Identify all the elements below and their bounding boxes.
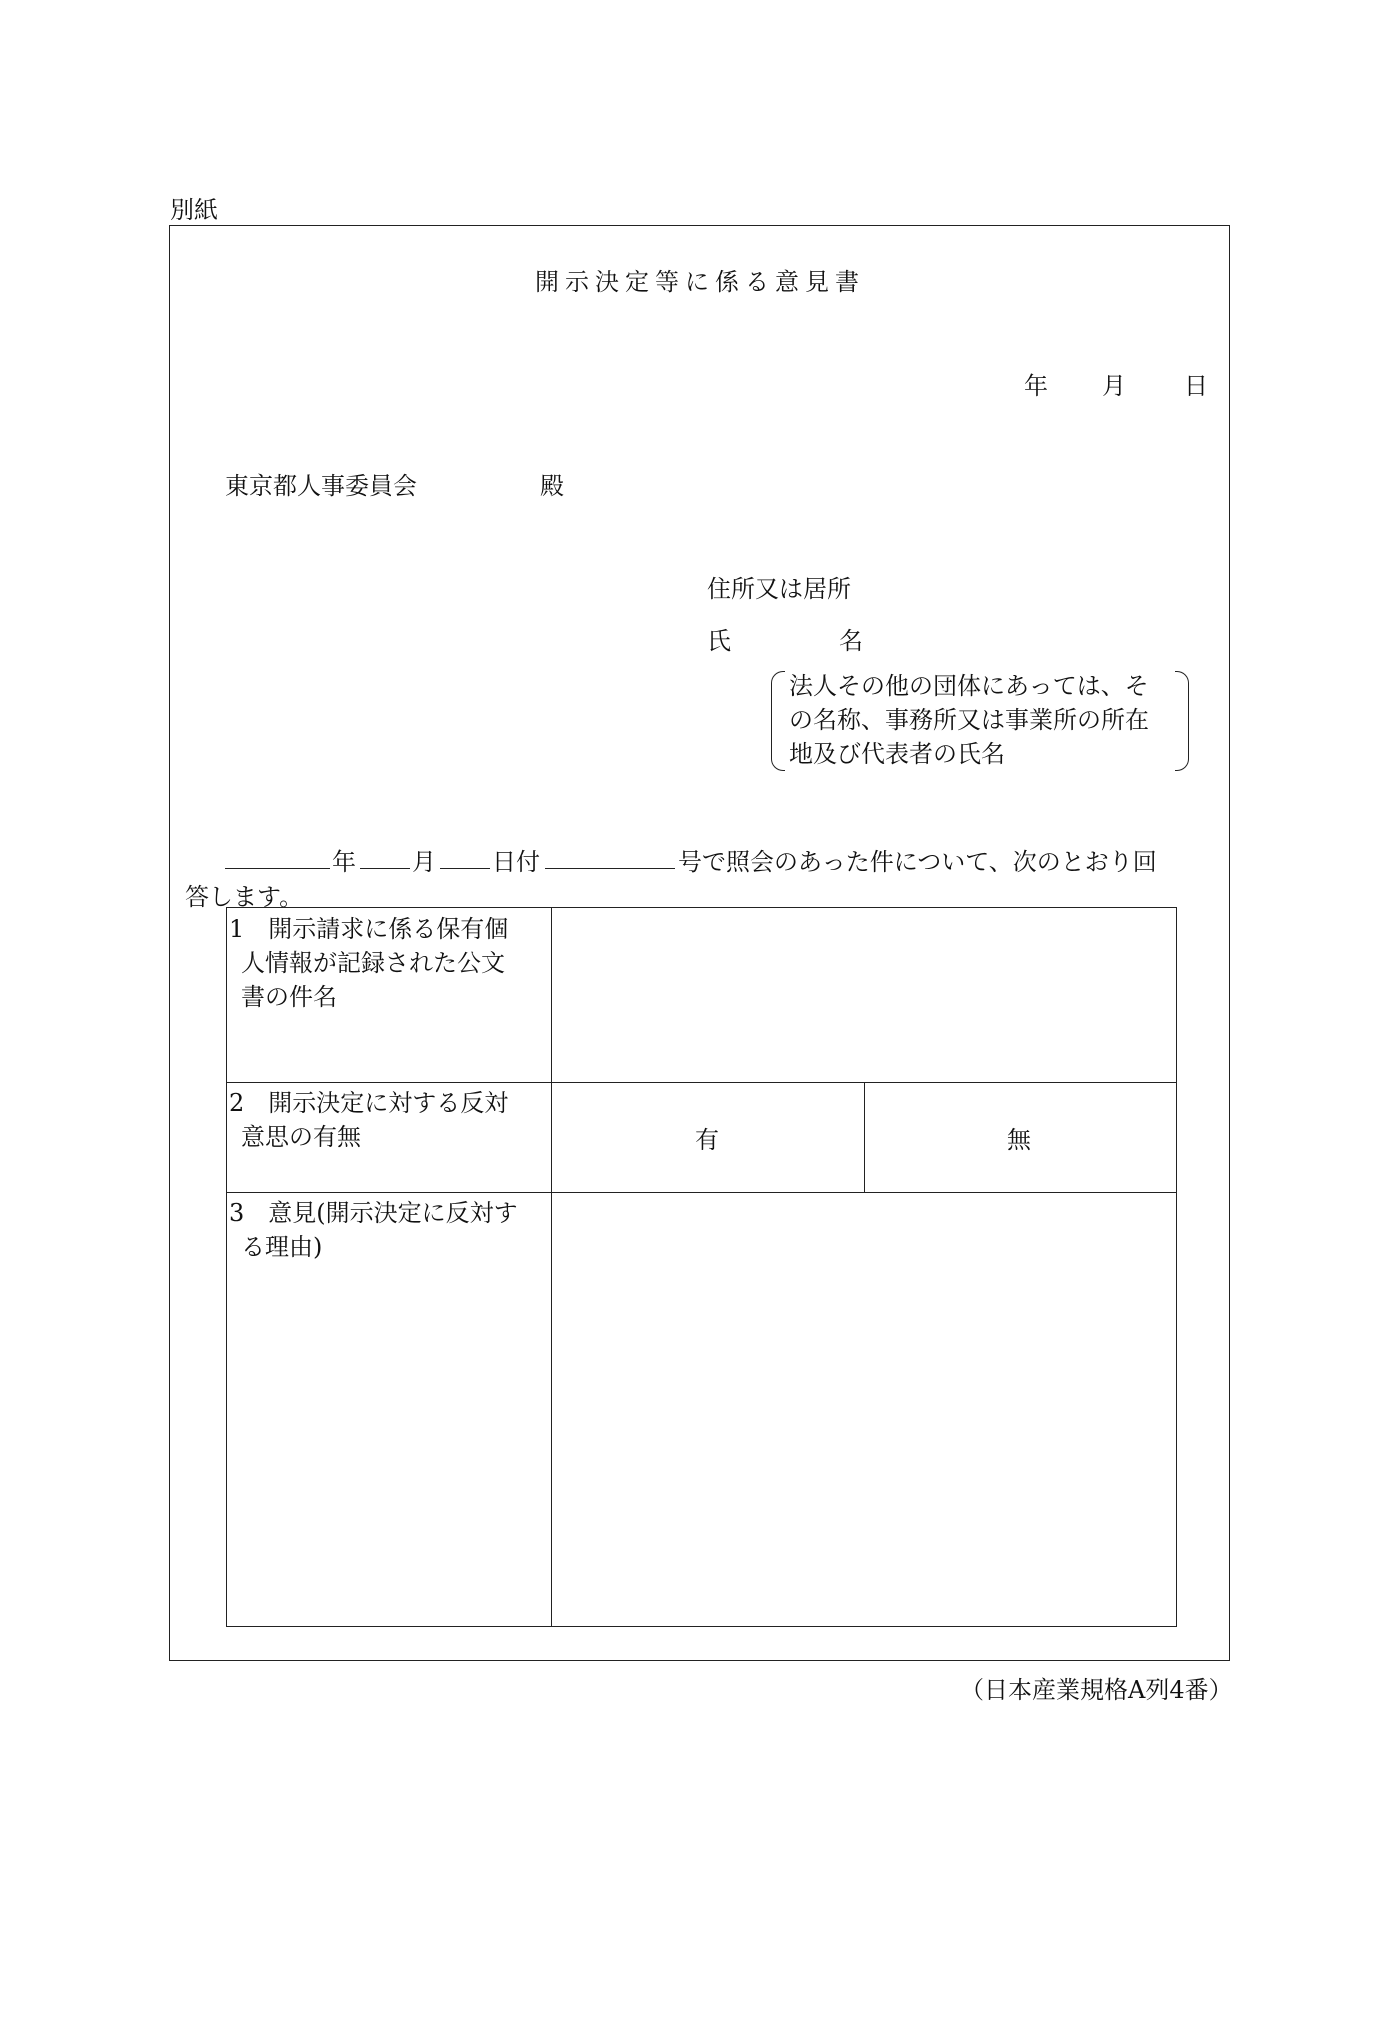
reply-number-blank[interactable] bbox=[545, 868, 675, 869]
table-choice-divider bbox=[864, 1082, 865, 1192]
addressee: 東京都人事委員会 bbox=[225, 472, 417, 500]
row3-label-line: る理由) bbox=[241, 1233, 323, 1261]
corporate-note-line: の名称、事務所又は事業所の所在 bbox=[789, 706, 1149, 734]
corporate-note-line: 法人その他の団体にあっては、そ bbox=[789, 672, 1149, 700]
table-column-divider bbox=[551, 908, 552, 1626]
name-label-first-char: 氏 bbox=[707, 627, 731, 655]
reply-sentence-text: 号で照会のあった件について、次のとおり回 bbox=[678, 848, 1157, 876]
reply-year-label: 年 bbox=[332, 848, 356, 876]
opinion-table bbox=[226, 907, 1177, 1627]
table-row-divider bbox=[227, 1192, 1176, 1193]
date-month-label: 月 bbox=[1102, 372, 1126, 400]
paper-size-note: （日本産業規格A列4番） bbox=[960, 1676, 1233, 1704]
address-label: 住所又は居所 bbox=[707, 575, 851, 603]
name-label-second-char: 名 bbox=[839, 627, 863, 655]
row3-label-line: 3 意見(開示決定に反対す bbox=[229, 1199, 518, 1227]
date-year-label: 年 bbox=[1024, 372, 1048, 400]
choice-yes[interactable]: 有 bbox=[695, 1126, 719, 1154]
corporate-note bbox=[771, 669, 1189, 773]
choice-no[interactable]: 無 bbox=[1007, 1126, 1031, 1154]
row3-label bbox=[229, 1196, 547, 1264]
row1-label-line: 1 開示請求に係る保有個 bbox=[229, 915, 509, 943]
row1-label-line: 人情報が記録された公文 bbox=[241, 949, 505, 977]
form-title: 開示決定等に係る意見書 bbox=[535, 268, 865, 296]
row1-label-line: 書の件名 bbox=[241, 983, 337, 1011]
date-day-label: 日 bbox=[1184, 372, 1208, 400]
reply-day-label: 日付 bbox=[492, 848, 540, 876]
annex-label: 別紙 bbox=[170, 196, 218, 224]
addressee-honorific: 殿 bbox=[540, 472, 564, 500]
bracket-right bbox=[1175, 671, 1189, 771]
reply-month-label: 月 bbox=[412, 848, 436, 876]
reply-day-blank[interactable] bbox=[440, 868, 490, 869]
reply-sentence-line2: 答します。 bbox=[185, 883, 304, 911]
row2-label bbox=[229, 1086, 547, 1154]
row2-label-line: 意思の有無 bbox=[241, 1123, 361, 1151]
bracket-left bbox=[771, 671, 785, 771]
corporate-note-line: 地及び代表者の氏名 bbox=[789, 740, 1005, 768]
table-row-divider bbox=[227, 1082, 1176, 1083]
row2-label-line: 2 開示決定に対する反対 bbox=[229, 1089, 509, 1117]
reply-year-blank[interactable] bbox=[225, 868, 330, 869]
row1-label bbox=[229, 912, 547, 1014]
reply-month-blank[interactable] bbox=[360, 868, 410, 869]
